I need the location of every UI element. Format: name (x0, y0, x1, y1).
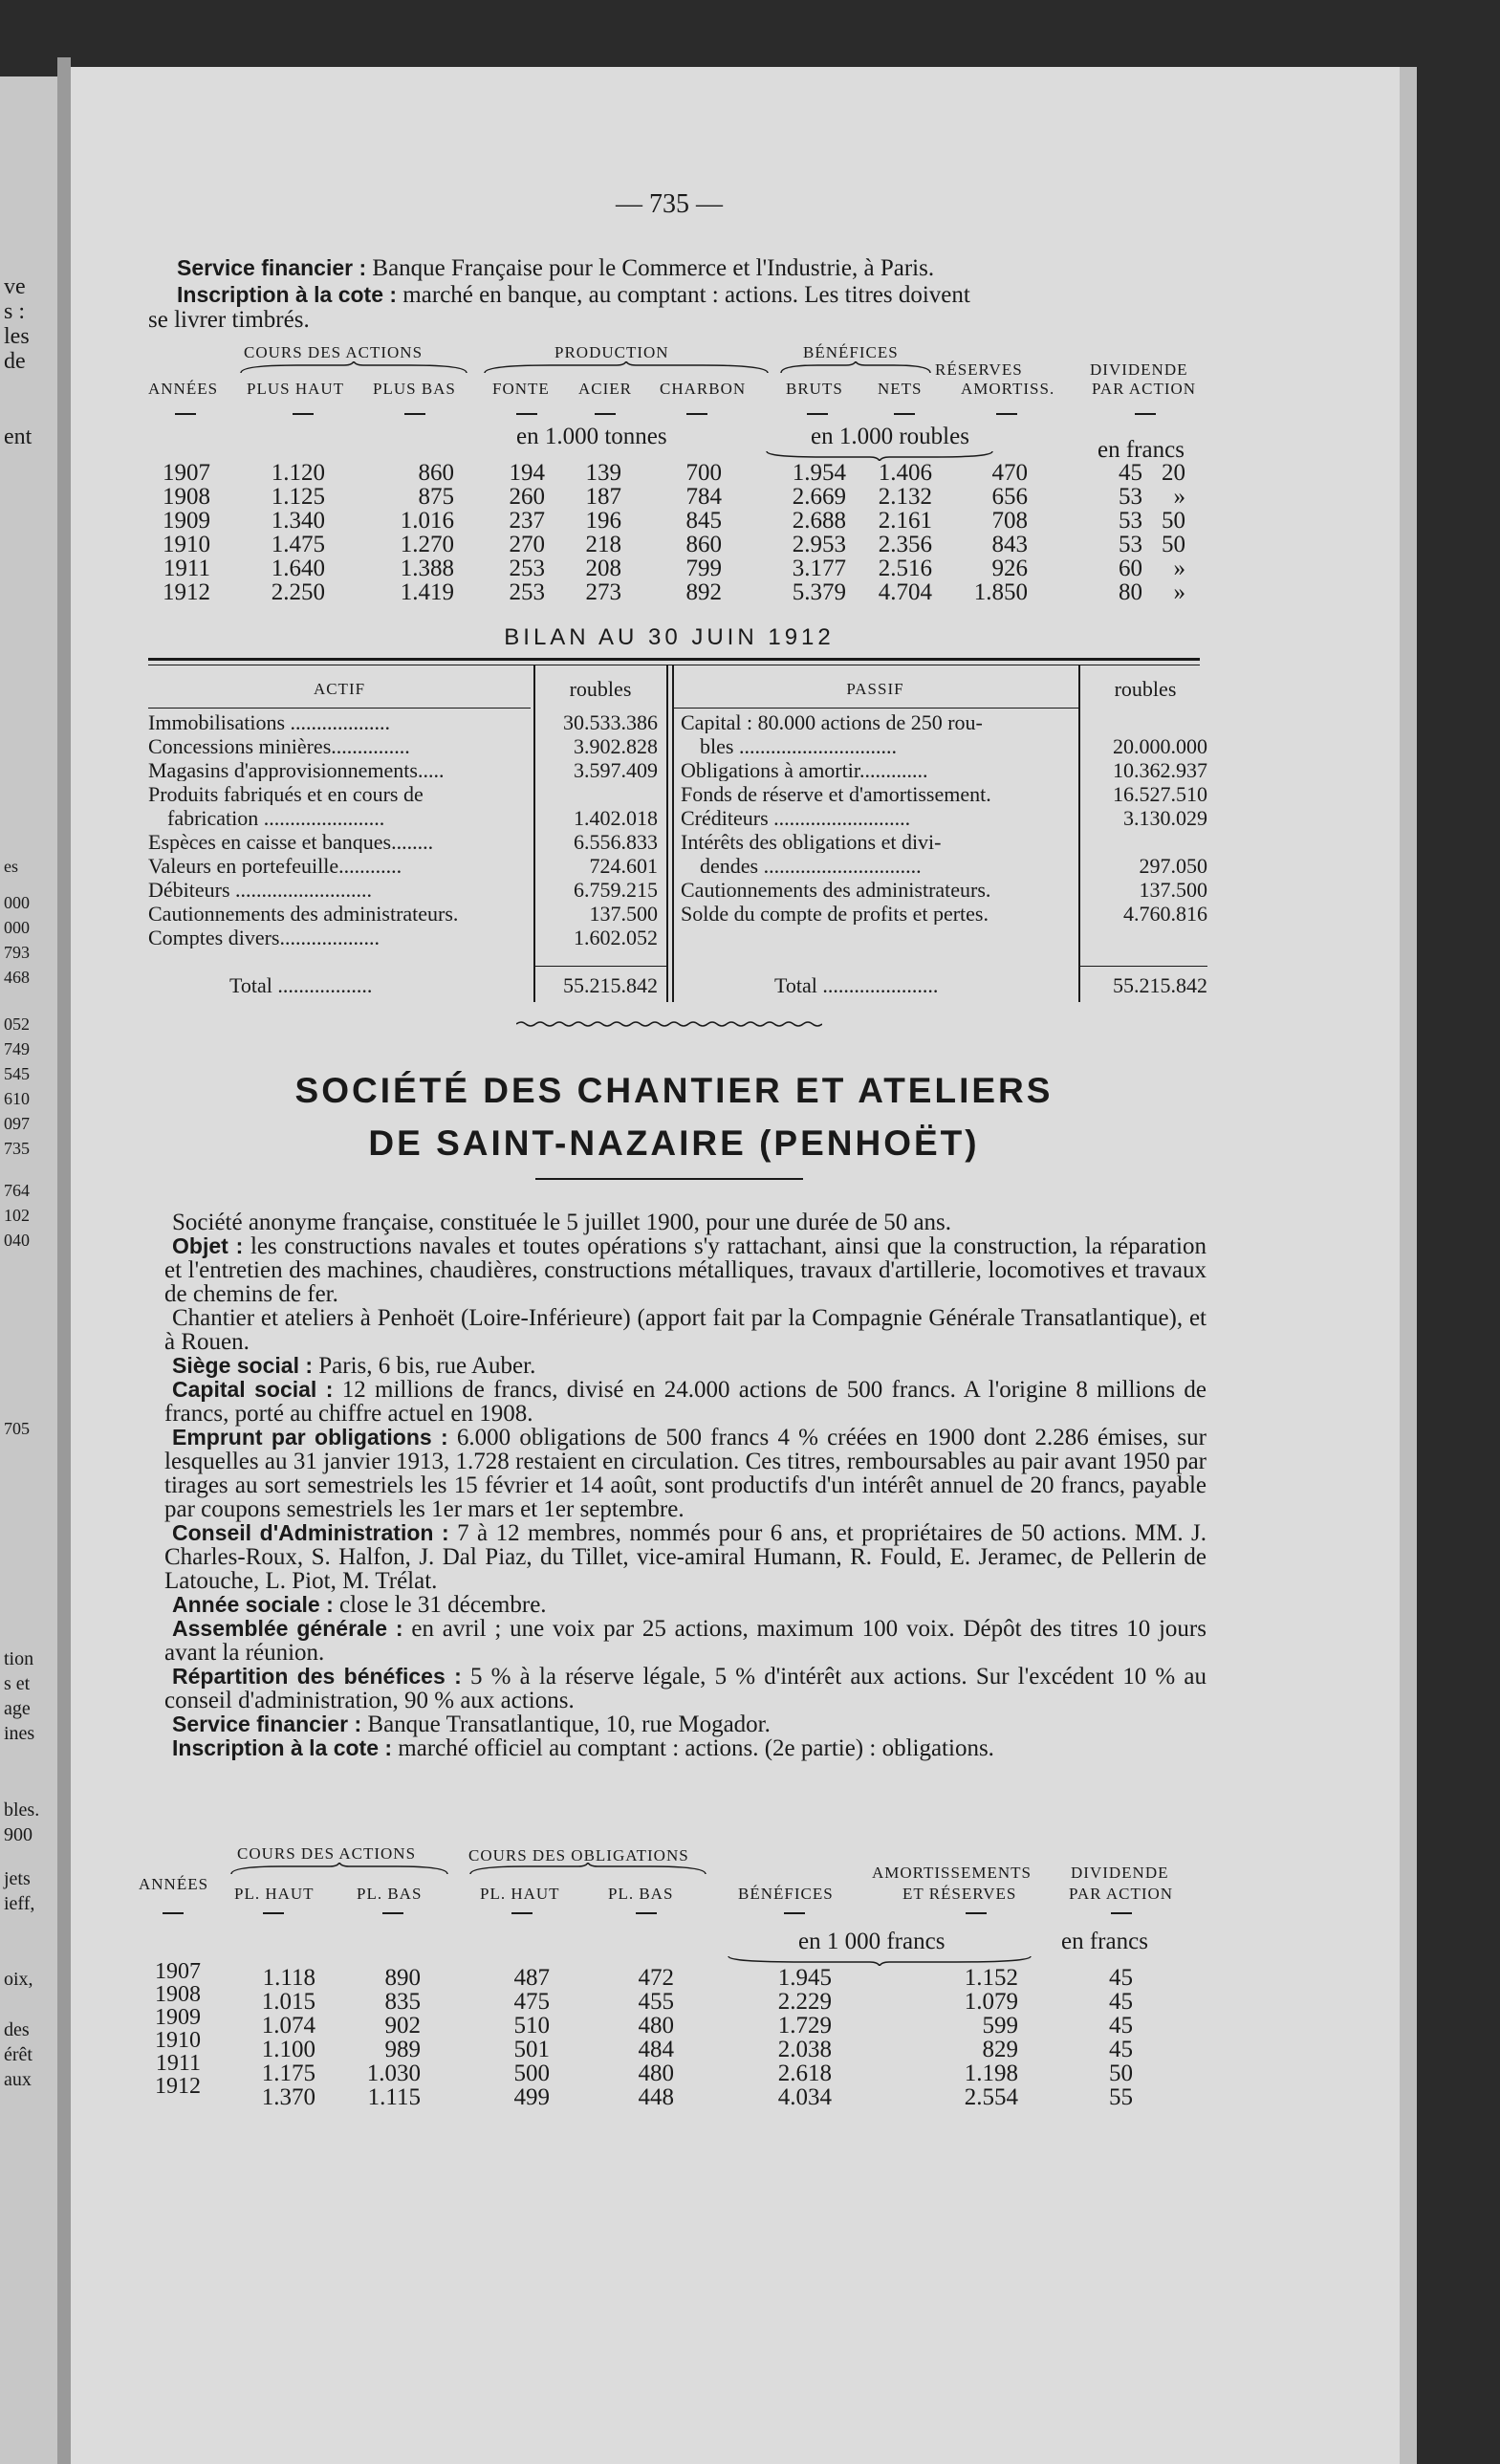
table-cell: 1.850 (973, 579, 1028, 605)
body-line: Société anonyme française, constituée le 5 juillet 1900, pour une durée de 50 ans. (172, 1210, 952, 1235)
table-cell: 1908 (163, 484, 210, 510)
margin-fragment: aux (4, 2069, 32, 2090)
table-cell: 487 (513, 1965, 550, 1991)
item-label: Cautionnements des administrateurs. (681, 880, 991, 901)
table-cell: 50 (1109, 2061, 1133, 2086)
table-cell: 2.516 (878, 556, 932, 581)
item-value: 10.362.937 (1113, 758, 1207, 782)
company-title-line1: SOCIÉTÉ DES CHANTIER ET ATELIERS (294, 1071, 1054, 1110)
table-cell: 1907 (163, 460, 210, 486)
table-cell: 1907 (155, 1959, 201, 1984)
brace-cours-actions (229, 1863, 449, 1876)
table-cell: 2.229 (777, 1989, 832, 2015)
table-cell: 1.198 (964, 2061, 1018, 2086)
table-cell: 784 (685, 484, 722, 510)
item-value: 6.556.833 (574, 830, 658, 854)
title-rule (535, 1178, 803, 1180)
total-label-actif: Total .................. (229, 973, 373, 997)
margin-fragment: 102 (4, 1206, 30, 1225)
header-acier: ACIER (578, 380, 632, 398)
table-cell: 835 (384, 1989, 421, 2015)
body-line: Emprunt par obligations : 6.000 obligations de 500 francs 4 % créées en 1900 dont 2.286 émises, sur lesquelles au 31 janvier 1913, 1.728 restaient en circulation. Ces titres, remboursables au pair avant 1950 par tirages au sort semestriels les 15 février et 14 août, sont productifs d'un intérêt annuel de 20 francs, payable par coupons semestriels les 1er mars et 1er septembre. (164, 1425, 1207, 1522)
table-cell: 799 (685, 556, 722, 581)
table-cell: 1911 (163, 556, 210, 581)
table-cell: 20 (1162, 460, 1185, 486)
passif-header: PASSIF (846, 680, 904, 698)
table-cell: 1912 (163, 579, 210, 605)
body-line: Objet : les constructions navales et toutes opérations s'y rattachant, ainsi que la construction, la réparation et l'entretien des machines, chaudières, constructions métalliques, travaux d'artillerie, locomotives et travaux de chemins de fer. (164, 1233, 1207, 1307)
table-cell: 480 (638, 2061, 674, 2086)
item-value: 3.597.409 (574, 758, 658, 782)
table-cell: 500 (513, 2061, 550, 2086)
header-annees2: ANNÉES (139, 1875, 209, 1893)
table-cell: 53 (1119, 532, 1142, 557)
item-value: 137.500 (1139, 878, 1207, 902)
header-pl-haut-obl: PL. HAUT (480, 1885, 560, 1903)
margin-fragment: les (4, 324, 30, 349)
margin-fragment: 900 (4, 1824, 33, 1845)
item-label: Magasins d'approvisionnements..... (148, 760, 445, 781)
item-label: dendes .............................. (700, 856, 922, 877)
margin-fragment: ent (4, 425, 33, 449)
body-line: Conseil d'Administration : 7 à 12 membres, nommés pour 6 ans, et propriétaires de 50 actions. MM. J. Charles-Roux, S. Halfon, J. Dal Piaz, du Tillet, vice-amiral Humann, R. Fould, E. Jeramec, de Pellerin de Latouche, L. Piot, M. Trélat. (164, 1520, 1207, 1594)
header-benefices2: BÉNÉFICES (738, 1885, 834, 1903)
item-value: 4.760.816 (1123, 902, 1207, 926)
table-cell: 53 (1119, 484, 1142, 510)
brace-production (483, 361, 770, 375)
item-value: 1.602.052 (574, 926, 658, 949)
table-cell: 1.030 (366, 2061, 421, 2086)
table-cell: 1909 (155, 2005, 201, 2030)
margin-fragment: ieff, (4, 1893, 35, 1914)
table-cell: 2.953 (792, 532, 846, 557)
table-cell: 55 (1109, 2084, 1133, 2110)
header-nets: NETS (878, 380, 923, 398)
item-value: 3.902.828 (574, 734, 658, 758)
item-value: 6.759.215 (574, 878, 658, 902)
group-header: COURS DES OBLIGATIONS (468, 1846, 689, 1864)
body-line: Assemblée générale : en avril ; une voix par 25 actions, maximum 100 voix. Dépôt des titres 10 jours avant la réunion. (164, 1616, 1207, 1666)
item-label: Fonds de réserve et d'amortissement. (681, 784, 991, 805)
margin-fragment: 545 (4, 1064, 30, 1083)
table-cell: 2.618 (777, 2061, 832, 2086)
item-label: bles .............................. (700, 736, 897, 757)
table-cell: 50 (1162, 508, 1185, 534)
table-cell: 455 (638, 1989, 674, 2015)
unit-dividende: en francs (1098, 437, 1185, 463)
binding-shadow (57, 57, 71, 2464)
table-cell: 273 (585, 579, 621, 605)
page-right-edge (1400, 67, 1417, 2464)
table-cell: 2.356 (878, 532, 932, 557)
table-cell: 926 (991, 556, 1028, 581)
item-label: Obligations à amortir............. (681, 760, 928, 781)
table-cell: 1.015 (261, 1989, 315, 2015)
table-cell: 50 (1162, 532, 1185, 557)
item-label: Comptes divers................... (148, 927, 380, 949)
header-bruts: BRUTS (786, 380, 843, 398)
table-cell: 708 (991, 508, 1028, 534)
total-actif: 55.215.842 (563, 973, 658, 997)
margin-fragment: 764 (4, 1181, 30, 1200)
margin-fragment: bles. (4, 1799, 40, 1821)
table-cell: 860 (418, 460, 454, 486)
header-par-action2: PAR ACTION (1069, 1885, 1174, 1903)
header-annees: ANNÉES (148, 380, 219, 398)
table-cell: 1.115 (367, 2084, 421, 2110)
table-cell: 1.370 (261, 2084, 315, 2110)
margin-fragment: 000 (4, 893, 30, 912)
table-cell: 1.475 (271, 532, 325, 557)
total-rule (533, 966, 667, 967)
table-cell: 2.554 (964, 2084, 1018, 2110)
item-value: 20.000.000 (1113, 734, 1207, 758)
table-cell: 1.270 (400, 532, 454, 557)
inscription-label: Inscription à la cote : (177, 282, 398, 307)
item-value: 16.527.510 (1113, 782, 1207, 806)
item-label: Cautionnements des administrateurs. (148, 904, 459, 925)
table-cell: » (1173, 556, 1185, 581)
table-cell: 60 (1119, 556, 1142, 581)
margin-fragment: érêt (4, 2044, 33, 2065)
body-line: Répartition des bénéfices : 5 % à la réserve légale, 5 % d'intérêt aux actions. Sur l'excédent 10 % au conseil d'administration, 90 % aux actions. (164, 1664, 1207, 1713)
table-cell: 3.177 (792, 556, 846, 581)
item-label: Valeurs en portefeuille............ (148, 856, 402, 877)
table-cell: 4.704 (878, 579, 932, 605)
table-cell: » (1173, 579, 1185, 605)
margin-fragment: des (4, 2019, 30, 2040)
body-line: Siège social : Paris, 6 bis, rue Auber. (172, 1353, 536, 1379)
table-cell: 1.406 (878, 460, 932, 486)
item-value: 30.533.386 (563, 710, 658, 734)
margin-fragment: 793 (4, 943, 30, 962)
table-cell: 510 (513, 2013, 550, 2039)
table-cell: 2.132 (878, 484, 932, 510)
table-cell: 472 (638, 1965, 674, 1991)
header-pl-bas: PL. BAS (357, 1885, 423, 1903)
unit-benefices: en 1.000 roubles (811, 424, 969, 449)
margin-fragment: 040 (4, 1231, 30, 1250)
table-cell: 53 (1119, 508, 1142, 534)
body-line: Chantier et ateliers à Penhoët (Loire-Inférieure) (apport fait par la Compagnie Générale Transatlantique), et à Rouen. (164, 1305, 1207, 1355)
table-cell: 218 (585, 532, 621, 557)
table-cell: 890 (384, 1965, 421, 1991)
item-label: Concessions minières............... (148, 736, 410, 757)
brace-cours (239, 361, 468, 375)
item-label: Solde du compte de profits et pertes. (681, 904, 989, 925)
table-cell: 2.669 (792, 484, 846, 510)
unit-production: en 1.000 tonnes (516, 424, 667, 449)
margin-fragment: 000 (4, 918, 30, 937)
margin-fragment: age (4, 1698, 31, 1719)
table-cell: 253 (509, 579, 545, 605)
total-rule (1078, 966, 1207, 967)
item-value: 1.402.018 (574, 806, 658, 830)
group-header: COURS DES ACTIONS (244, 343, 424, 361)
table-cell: 4.034 (777, 2084, 832, 2110)
table-cell: 2.250 (271, 579, 325, 605)
company-body (164, 1210, 1207, 1760)
table-cell: 1.152 (964, 1965, 1018, 1991)
bilan-rule-top (148, 658, 1200, 661)
table-cell: 1.954 (792, 460, 846, 486)
table-cell: 45 (1119, 460, 1142, 486)
inscription-text: marché en banque, au comptant : actions. Les titres doivent (402, 282, 970, 308)
table-cell: 2.038 (777, 2037, 832, 2062)
header-dividende2: DIVIDENDE (1071, 1864, 1169, 1882)
total-label-passif: Total ...................... (774, 973, 939, 997)
header-charbon: CHARBON (660, 380, 747, 398)
table-cell: 480 (638, 2013, 674, 2039)
actif-header: ACTIF (313, 680, 366, 698)
table-cell: 5.379 (792, 579, 846, 605)
separator-ornament (516, 1020, 822, 1028)
inscription-text-2: se livrer timbrés. (148, 307, 310, 333)
table-cell: 875 (418, 484, 454, 510)
table-cell: 80 (1119, 579, 1142, 605)
service-label: Service financier : (177, 255, 367, 280)
service-text: Banque Française pour le Commerce et l'Industrie, à Paris. (372, 255, 935, 281)
header-et-reserves: ET RÉSERVES (902, 1885, 1017, 1903)
table-cell: 1.118 (262, 1965, 315, 1991)
table-cell: 139 (585, 460, 621, 486)
brace-cours-obligations (468, 1863, 707, 1876)
header-rule (148, 708, 531, 709)
body-line: Capital social : 12 millions de francs, divisé en 24.000 actions de 500 francs. A l'origine 8 millions de francs, porté au chiffre actuel en 1908. (164, 1377, 1207, 1427)
table-cell: 1.388 (400, 556, 454, 581)
item-label: fabrication ....................... (167, 808, 385, 829)
brace-benefices (779, 361, 932, 375)
margin-fragment: es (4, 857, 18, 876)
item-label: Débiteurs .......................... (148, 880, 373, 901)
table-cell: 843 (991, 532, 1028, 557)
body-line: Année sociale : close le 31 décembre. (172, 1592, 547, 1618)
table-cell: 187 (585, 484, 621, 510)
header-plus-haut: PLUS HAUT (247, 380, 345, 398)
table-cell: 845 (685, 508, 722, 534)
table-cell: 2.688 (792, 508, 846, 534)
group-header: BÉNÉFICES (803, 343, 899, 361)
margin-fragment: s et (4, 1673, 31, 1694)
header-fonte: FONTE (492, 380, 550, 398)
table-cell: 253 (509, 556, 545, 581)
item-value: 3.130.029 (1123, 806, 1207, 830)
item-label: Créditeurs .......................... (681, 808, 911, 829)
margin-fragment: s : (4, 299, 26, 324)
header-plus-bas: PLUS BAS (373, 380, 456, 398)
header-amortiss: AMORTISS. (961, 380, 1055, 398)
table-cell: 1912 (155, 2074, 201, 2099)
item-label: Produits fabriqués et en cours de (148, 784, 424, 805)
header-rule (672, 708, 1078, 709)
item-value: 724.601 (589, 854, 658, 878)
table-cell: 1.125 (271, 484, 325, 510)
table-cell: 656 (991, 484, 1028, 510)
table-cell: 1.016 (400, 508, 454, 534)
item-value: 297.050 (1139, 854, 1207, 878)
margin-fragment: 735 (4, 1139, 30, 1158)
item-label: Intérêts des obligations et divi- (681, 832, 942, 853)
table-cell: 1.120 (271, 460, 325, 486)
table-cell: 599 (982, 2013, 1018, 2039)
table-cell: 1.945 (777, 1965, 832, 1991)
table-cell: 829 (982, 2037, 1018, 2062)
item-label: Capital : 80.000 actions de 250 rou- (681, 712, 983, 733)
item-label: Espèces en caisse et banques........ (148, 832, 434, 853)
table-cell: 1910 (163, 532, 210, 557)
inscription-line (177, 283, 970, 307)
company-title-line2: DE SAINT-NAZAIRE (PENHOËT) (368, 1123, 980, 1163)
table-cell: 237 (509, 508, 545, 534)
table-cell: 45 (1109, 1989, 1133, 2015)
margin-fragment: 705 (4, 1419, 30, 1438)
actif-unit: roubles (569, 677, 632, 701)
table-cell: 1911 (155, 2051, 201, 2076)
page-number: — 735 — (616, 189, 723, 219)
margin-fragment: 097 (4, 1114, 30, 1133)
table-cell: 45 (1109, 2037, 1133, 2062)
total-passif: 55.215.842 (1113, 973, 1207, 997)
table-cell: 45 (1109, 1965, 1133, 1991)
table-cell: 470 (991, 460, 1028, 486)
column-rule (666, 665, 668, 1002)
table-cell: 1910 (155, 2028, 201, 2053)
margin-fragment: ines (4, 1723, 35, 1744)
table-cell: 1.100 (261, 2037, 315, 2062)
body-line: Service financier : Banque Transatlantique, 10, rue Mogador. (172, 1712, 771, 1737)
table-cell: 1909 (163, 508, 210, 534)
unit-div: en francs (1061, 1929, 1148, 1954)
table-cell: 860 (685, 532, 722, 557)
table-cell: 1.079 (964, 1989, 1018, 2015)
header-reserves: RÉSERVES (935, 360, 1023, 379)
table-cell: 892 (685, 579, 722, 605)
passif-unit: roubles (1114, 677, 1177, 701)
margin-fragment: de (4, 349, 26, 374)
table-cell: 2.161 (878, 508, 932, 534)
table-cell: 1.729 (777, 2013, 832, 2039)
margin-fragment: ve (4, 274, 26, 299)
group-header: PRODUCTION (554, 343, 669, 361)
table-cell: 196 (585, 508, 621, 534)
table-cell: 208 (585, 556, 621, 581)
table-cell: 700 (685, 460, 722, 486)
margin-fragment: 610 (4, 1089, 30, 1108)
group-header: COURS DES ACTIONS (237, 1844, 417, 1863)
item-value: 137.500 (589, 902, 658, 926)
margin-fragment: oix, (4, 1969, 33, 1990)
table-cell: 902 (384, 2013, 421, 2039)
header-par-action: PAR ACTION (1092, 380, 1197, 398)
table-cell: 1.340 (271, 508, 325, 534)
table-cell: 270 (509, 532, 545, 557)
table-cell: 448 (638, 2084, 674, 2110)
table-cell: 501 (513, 2037, 550, 2062)
table-cell: 1.175 (261, 2061, 315, 2086)
item-label: Immobilisations ................... (148, 712, 390, 733)
table-cell: 499 (513, 2084, 550, 2110)
table-cell: 260 (509, 484, 545, 510)
body-line: Inscription à la cote : marché officiel au comptant : actions. (2e partie) : obligations. (172, 1735, 994, 1761)
header-pl-haut: PL. HAUT (234, 1885, 315, 1903)
margin-fragment: 749 (4, 1039, 30, 1058)
bilan-title: BILAN AU 30 JUIN 1912 (504, 624, 835, 650)
margin-fragment: jets (4, 1868, 31, 1889)
table-cell: 475 (513, 1989, 550, 2015)
column-rule (1078, 665, 1080, 1002)
table-cell: 1.419 (400, 579, 454, 605)
header-amortissements: AMORTISSEMENTS (872, 1864, 1032, 1882)
margin-fragment: 052 (4, 1014, 30, 1034)
header-pl-bas-obl: PL. BAS (608, 1885, 674, 1903)
table-cell: 194 (509, 460, 545, 486)
column-rule (672, 665, 674, 1002)
header-dividende: DIVIDENDE (1090, 360, 1188, 379)
table-cell: 45 (1109, 2013, 1133, 2039)
table-cell: 1.074 (261, 2013, 315, 2039)
table-cell: 1.640 (271, 556, 325, 581)
table-cell: 1908 (155, 1982, 201, 2007)
margin-fragment: tion (4, 1648, 34, 1669)
table-cell: 484 (638, 2037, 674, 2062)
table-cell: 989 (384, 2037, 421, 2062)
unit-francs: en 1 000 francs (798, 1929, 946, 1954)
service-financier-line (177, 256, 934, 280)
margin-fragment: 468 (4, 968, 30, 987)
table-cell: » (1173, 484, 1185, 510)
